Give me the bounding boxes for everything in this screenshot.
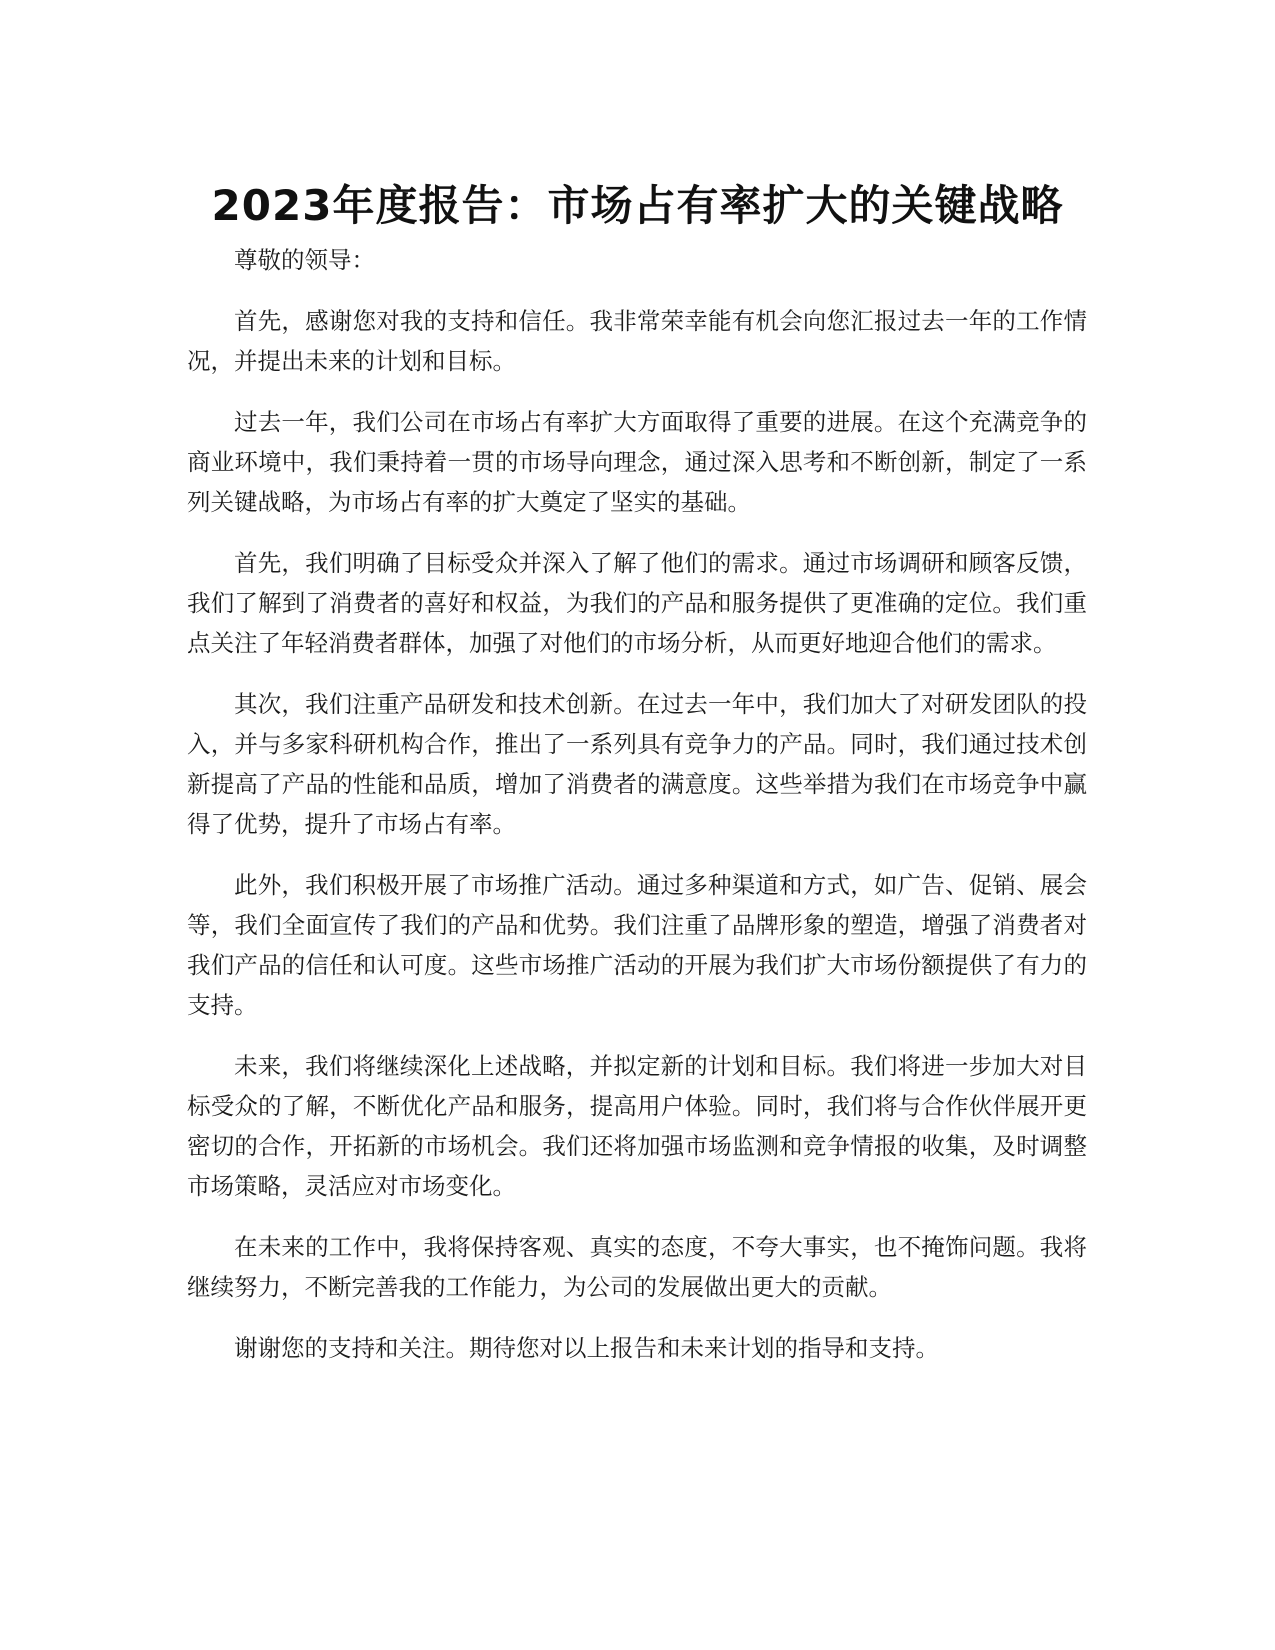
document-body	[187, 240, 1087, 1389]
paragraph-progress: 过去一年，我们公司在市场占有率扩大方面取得了重要的进展。在这个充满竞争的商业环境中，我们秉持着一贯的市场导向理念，通过深入思考和不断创新，制定了一系列关键战略，为市场占有率的扩大奠定了坚实的基础。	[187, 408, 1087, 516]
paragraph-marketing: 此外，我们积极开展了市场推广活动。通过多种渠道和方式，如广告、促销、展会等，我们全面宣传了我们的产品和优势。我们注重了品牌形象的塑造，增强了消费者对我们产品的信任和认可度。这些市场推广活动的开展为我们扩大市场份额提供了有力的支持。	[187, 871, 1087, 1019]
paragraph-product-rd: 其次，我们注重产品研发和技术创新。在过去一年中，我们加大了对研发团队的投入，并与多家科研机构合作，推出了一系列具有竞争力的产品。同时，我们通过技术创新提高了产品的性能和品质，增加了消费者的满意度。这些举措为我们在市场竞争中赢得了优势，提升了市场占有率。	[187, 690, 1087, 838]
document-title: 2023年度报告：市场占有率扩大的关键战略	[211, 181, 1064, 231]
paragraph-closing: 谢谢您的支持和关注。期待您对以上报告和未来计划的指导和支持。	[234, 1334, 939, 1362]
paragraph-commitment: 在未来的工作中，我将保持客观、真实的态度，不夸大事实，也不掩饰问题。我将继续努力，不断完善我的工作能力，为公司的发展做出更大的贡献。	[187, 1233, 1087, 1301]
paragraph-target-audience: 首先，我们明确了目标受众并深入了解了他们的需求。通过市场调研和顾客反馈，我们了解到了消费者的喜好和权益，为我们的产品和服务提供了更准确的定位。我们重点关注了年轻消费者群体，加强了对他们的市场分析，从而更好地迎合他们的需求。	[187, 549, 1087, 657]
salutation: 尊敬的领导：	[234, 246, 375, 274]
paragraph-thanks: 首先，感谢您对我的支持和信任。我非常荣幸能有机会向您汇报过去一年的工作情况，并提出未来的计划和目标。	[187, 307, 1087, 375]
paragraph-future-plans: 未来，我们将继续深化上述战略，并拟定新的计划和目标。我们将进一步加大对目标受众的了解，不断优化产品和服务，提高用户体验。同时，我们将与合作伙伴展开更密切的合作，开拓新的市场机会。我们还将加强市场监测和竞争情报的收集，及时调整市场策略，灵活应对市场变化。	[187, 1052, 1087, 1200]
